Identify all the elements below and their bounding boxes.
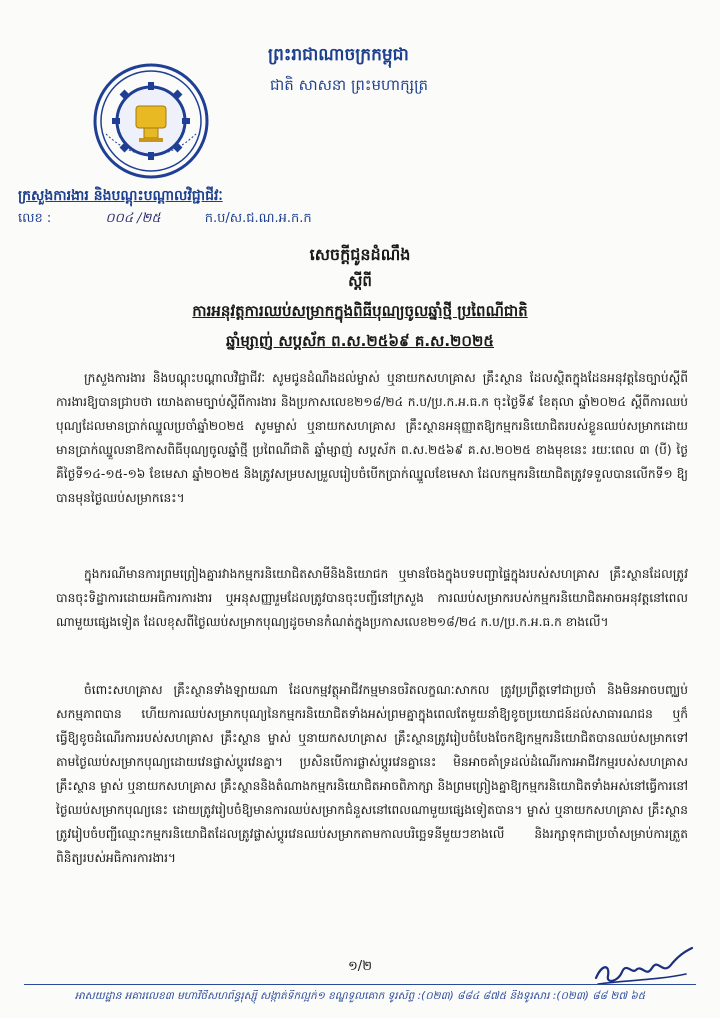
subject-line-1: ការអនុវត្តការឈប់សម្រាកក្នុងពិធីបុណ្យចូលឆ្នាំថ្មី ប្រពៃណីជាតិ <box>192 302 528 320</box>
page-number: ១/២ <box>347 959 373 974</box>
subject-line-2: ឆ្នាំម្សាញ់ សប្តស័ក ព.ស.២៥៦៩ គ.ស.២០២៥ <box>226 332 494 350</box>
document-about: ស្តីពី <box>348 272 372 290</box>
footer-address: អាសយដ្ឋាន អគារលេខ៣ មហាវិថីសហព័ន្ធរុស្ស៊ី សង្កាត់ទឹកល្អក់១ ខណ្ឌទួលគោក ទូរស័ព្ទ :(០២៣) ៨៨៤ ៨៧៥ និងទូរសារ :(០២៣) ៨៨ ២៧ ៦៥ <box>74 990 646 1002</box>
body-paragraph-2: ក្នុងករណីមានការព្រមព្រៀងគ្នារវាងកម្មករនិយោជិតសាមីនិងនិយោជក ឬមានចែងក្នុងបទបញ្ជាផ្ទៃក្នុងរបស់សហគ្រាស គ្រឹះស្ថានដែលត្រូវបានចុះទិដ្ឋាការដោយអធិការការងារ ឬអនុសញ្ញារួមដែលត្រូវបានចុះបញ្ជីនៅក្រសួង ការឈប់សម្រាករបស់កម្មករនិយោជិតអាចអនុវត្តនៅពេលណាមួយផ្សេងទៀត ដែលខុសពីថ្ងៃឈប់សម្រាកបុណ្យដូចមានកំណត់ក្នុងប្រកាសលេខ២១៨/២៤ ក.ប/ប្រ.ក.អ.ធ.ក ខាងលើ។ <box>56 567 688 629</box>
reference-code: ក.ប/ស.ជ.ណ.អ.ក.ក <box>204 211 312 226</box>
body-paragraph-3: ចំពោះសហគ្រាស គ្រឹះស្ថានទាំងឡាយណា ដែលកម្មវត្ថុអាជីវកម្មមានចរិតលក្ខណៈសាកល ត្រូវប្រព្រឹត្តទៅជាប្រចាំ និងមិនអាចបញ្ឈប់សកម្មភាពបាន ហើយការឈប់សម្រាកបុណ្យនៃកម្មករនិយោជិតទាំងអស់ព្រមគ្នាក្នុងពេលតែមួយនាំឱ្យខូចប្រយោជន៍ដល់សាធារណជន ឬក៏ធ្វើឱ្យខូចដំណើរការរបស់សហគ្រាស គ្រឹះស្ថាន ម្ចាស់ ឬនាយកសហគ្រាស គ្រឹះស្ថានត្រូវរៀបចំបែងចែកឱ្យកម្មករនិយោជិតបានឈប់សម្រាកទៅតាមថ្ងៃឈប់សម្រាកបុណ្យដោយវេនផ្លាស់ប្តូរវេនគ្នា។ ប្រសិនបើការផ្លាស់ប្តូរវេនគ្នានេះ មិនអាចគាំទ្រដល់ដំណើរការអាជីវកម្មរបស់សហគ្រាស គ្រឹះស្ថាន ម្ចាស់ ឬនាយកសហគ្រាស គ្រឹះស្ថាននិងតំណាងកម្មករនិយោជិតអាចពិភាក្សា និងព្រមព្រៀងគ្នាឱ្យកម្មករនិយោជិតទាំងអស់នៅធ្វើការនៅថ្ងៃឈប់សម្រាកបុណ្យនេះ ដោយត្រូវរៀបចំឱ្យមានការឈប់សម្រាកជំនួសនៅពេលណាមួយផ្សេងទៀតបាន។ ម្ចាស់ ឬនាយកសហគ្រាស គ្រឹះស្ថាន ត្រូវរៀបចំបញ្ជីឈ្មោះកម្មករនិយោជិតដែលត្រូវផ្លាស់ប្តូរវេនឈប់សម្រាកតាមកាលបរិច្ឆេទនីមួយៗខាងលើ និងរក្សាទុកជាប្រចាំសម្រាប់ការត្រួតពិនិត្យរបស់អធិការការងារ។ <box>56 683 688 865</box>
ministry-name: ក្រសួងការងារ និងបណ្តុះបណ្តាលវិជ្ជាជីវៈ <box>18 188 223 204</box>
footer-divider <box>24 984 696 985</box>
kingdom-title: ព្រះរាជាណាចក្រកម្ពុជា <box>268 45 409 65</box>
reference-label: លេខ : <box>18 211 52 226</box>
ministry-seal-logo <box>92 62 210 180</box>
document-type-title: សេចក្តីជូនដំណឹង <box>309 245 411 264</box>
national-motto: ជាតិ សាសនា ព្រះមហាក្សត្រ <box>270 76 429 94</box>
reference-line <box>18 210 312 229</box>
body-paragraph-1: ក្រសួងការងារ និងបណ្តុះបណ្តាលវិជ្ជាជីវៈ សូមជូនដំណឹងដល់ម្ចាស់ ឬនាយកសហគ្រាស គ្រឹះស្ថាន ដែលស្ថិតក្នុងដែនអនុវត្តនៃច្បាប់ស្តីពីការងារឱ្យបានជ្រាបថា យោងតាមច្បាប់ស្តីពីការងារ និងប្រកាសលេខ២១៨/២៤ ក.ប/ប្រ.ក.អ.ធ.ក ចុះថ្ងៃទី៩ ខែតុលា ឆ្នាំ២០២៤ ស្តីពីការឈប់បុណ្យដែលមានប្រាក់ឈ្នួលប្រចាំឆ្នាំ២០២៥ សូមម្ចាស់ ឬនាយកសហគ្រាស គ្រឹះស្ថានអនុញ្ញាតឱ្យកម្មករនិយោជិតរបស់ខ្លួនឈប់សម្រាកដោយមានប្រាក់ឈ្នួលនាឱកាសពិធីបុណ្យចូលឆ្នាំថ្មី ប្រពៃណីជាតិ ឆ្នាំម្សាញ់ សប្តស័ក ព.ស.២៥៦៩ គ.ស.២០២៥ ខាងមុខនេះ រយៈពេល ៣ (បី) ថ្ងៃ គឺថ្ងៃទី១៤-១៥-១៦ ខែមេសា ឆ្នាំ២០២៥ និងត្រូវសម្របសម្រួលរៀបចំបើកប្រាក់ឈ្នួលខែមេសា ដែលកម្មករនិយោជិតត្រូវទទួលបានលើកទី១ ឱ្យបានមុនថ្ងៃឈប់សម្រាកនេះ។ <box>56 371 688 505</box>
reference-number: ០០៤ /២៥ <box>105 211 161 226</box>
